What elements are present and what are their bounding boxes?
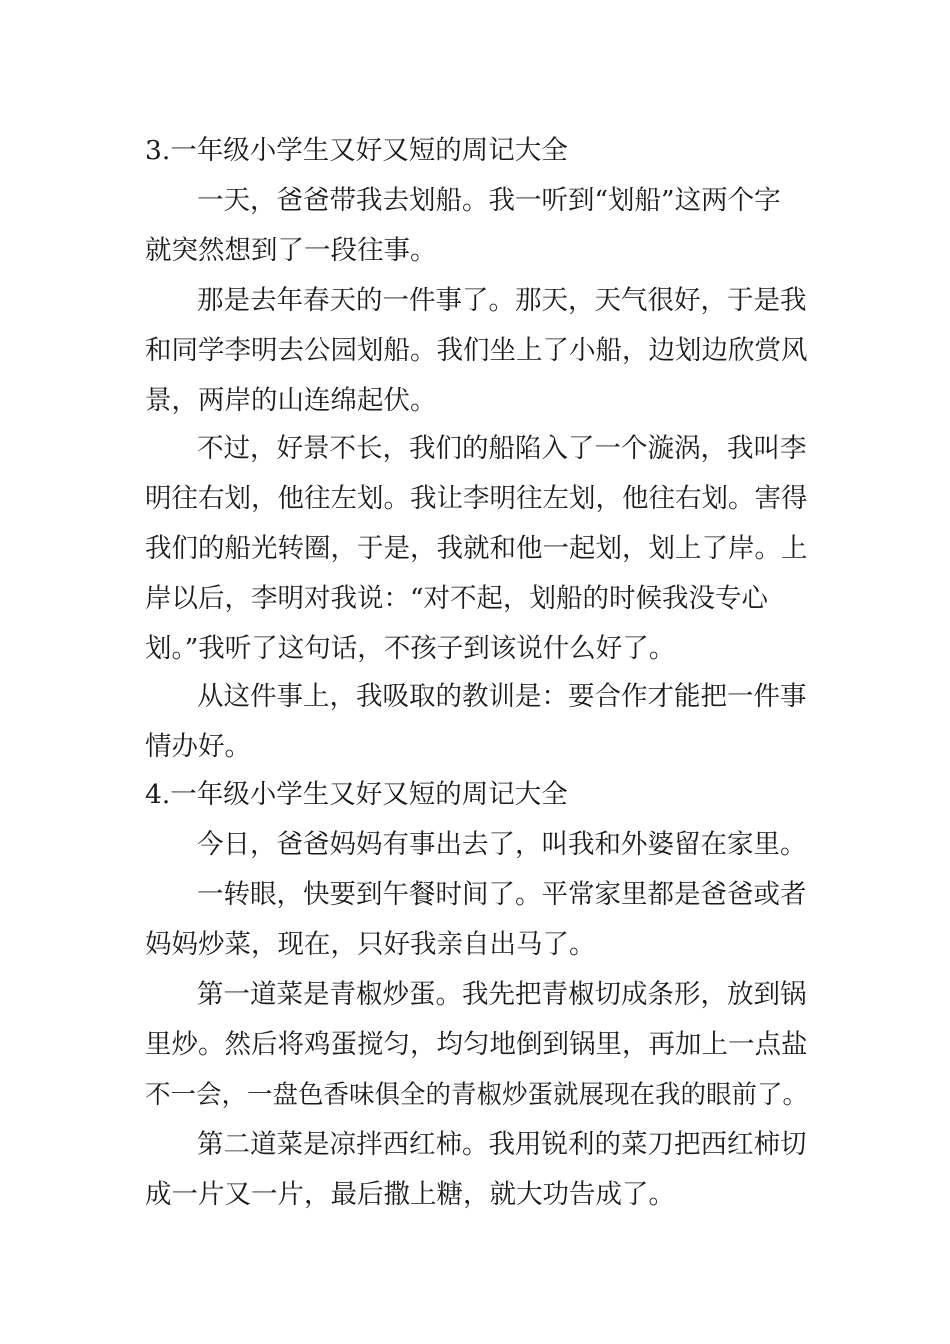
section-3-line: 我们的船光转圈，于是，我就和他一起划，划上了岸。上: [145, 533, 808, 564]
section-4-line: 一转眼，快要到午餐时间了。平常家里都是爸爸或者: [197, 879, 807, 910]
section-3-line: 从这件事上，我吸取的教训是：要合作才能把一件事: [197, 681, 807, 712]
section-4-line: 第二道菜是凉拌西红柿。我用锐利的菜刀把西红柿切: [197, 1129, 807, 1160]
section-3-line: 那是去年春天的一件事了。那天，天气很好，于是我: [197, 285, 807, 316]
section-4-line: 妈妈炒菜，现在，只好我亲自出马了。: [145, 929, 596, 960]
section-3-line: 岸以后，李明对我说：“对不起，划船的时候我没专心: [145, 583, 769, 614]
section-3-line: 和同学李明去公园划船。我们坐上了小船，边划边欣赏风: [145, 335, 808, 366]
section-3-line: 明往右划，他往左划。我让李明往左划，他往右划。害得: [145, 483, 808, 514]
section-3-line: 划。”我听了这句话，不孩子到该说什么好了。: [145, 633, 676, 664]
section-4-line: 今日，爸爸妈妈有事出去了，叫我和外婆留在家里。: [197, 829, 807, 860]
section-4-line: 不一会，一盘色香味俱全的青椒炒蛋就展现在我的眼前了。: [145, 1080, 809, 1110]
section-3-line: 一天，爸爸带我去划船。我一听到“划船”这两个字: [197, 185, 781, 216]
section-4-line: 第一道菜是青椒炒蛋。我先把青椒切成条形，放到锅: [197, 979, 807, 1010]
section-4-heading: 4.一年级小学生又好又短的周记大全: [145, 779, 568, 810]
section-4-line: 成一片又一片，最后撒上糖，就大功告成了。: [145, 1179, 675, 1210]
section-3-line: 情办好。: [145, 731, 251, 762]
section-3-line: 不过，好景不长，我们的船陷入了一个漩涡，我叫李: [197, 433, 807, 464]
section-3-line: 景，两岸的山连绵起伏。: [145, 385, 437, 416]
section-4-line: 里炒。然后将鸡蛋搅匀，均匀地倒到锅里，再加上一点盐: [145, 1029, 808, 1060]
section-3-heading: 3.一年级小学生又好又短的周记大全: [145, 135, 568, 166]
section-3-line: 就突然想到了一段往事。: [145, 235, 437, 266]
